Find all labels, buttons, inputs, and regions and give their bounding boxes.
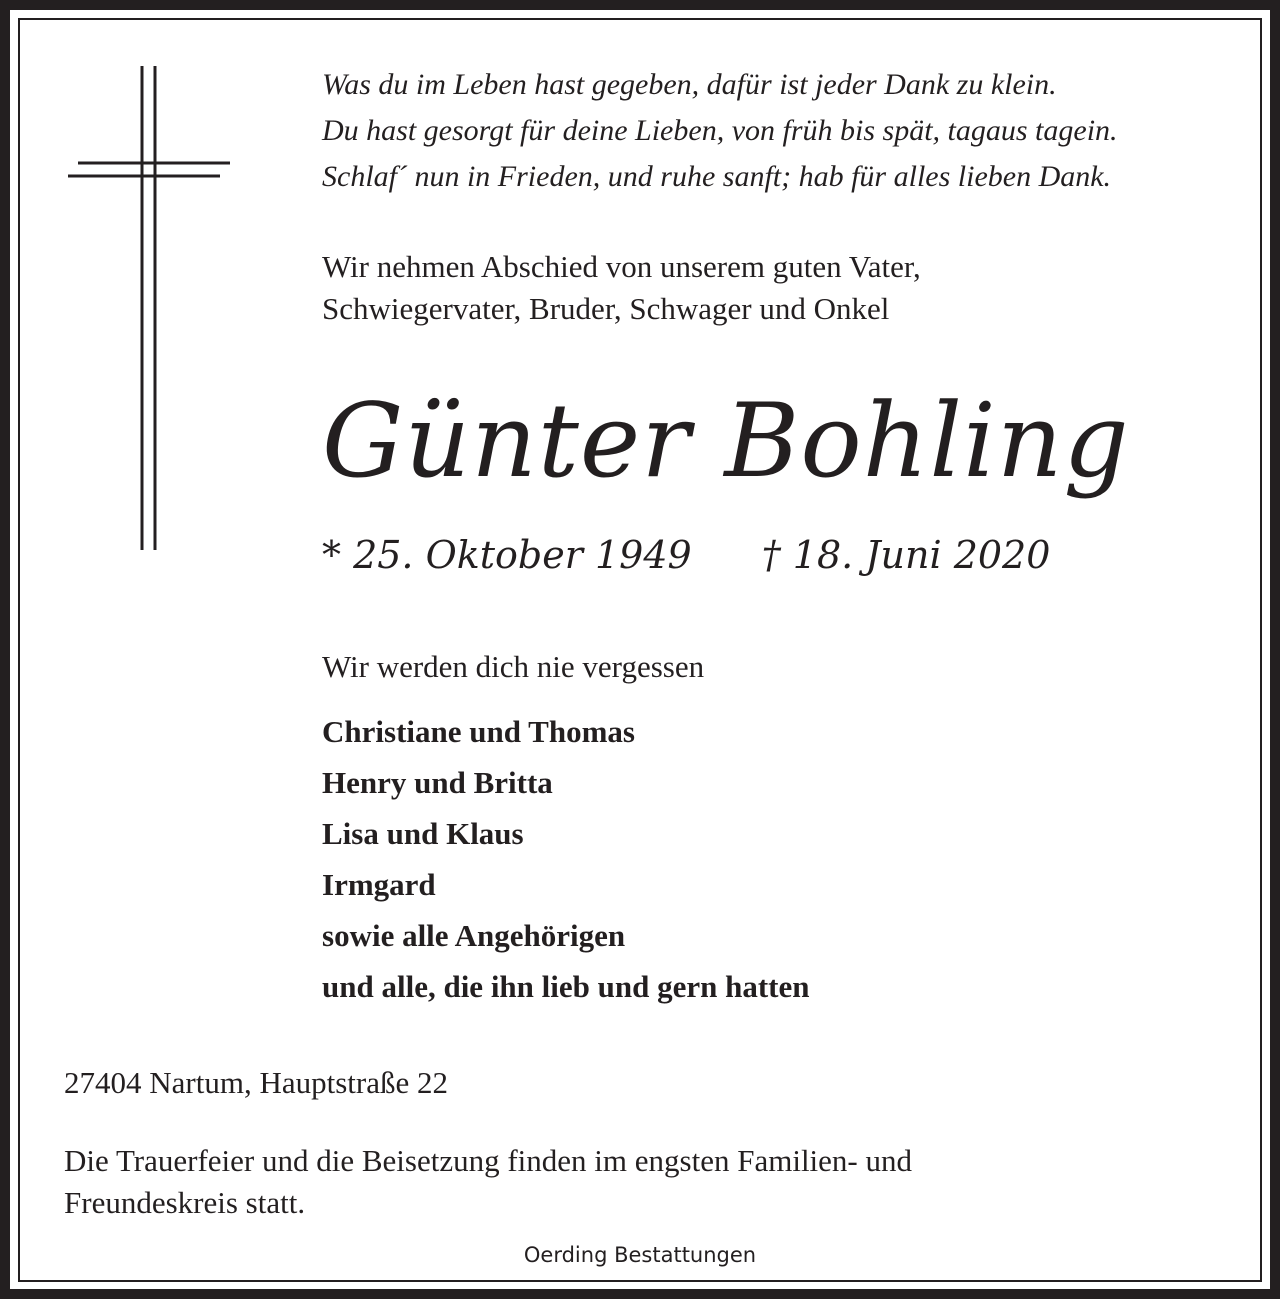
farewell-intro bbox=[322, 246, 921, 330]
deceased-name: Günter Bohling bbox=[322, 382, 1130, 501]
intro-line: Schwiegervater, Bruder, Schwager und Onkel bbox=[322, 291, 890, 326]
mourner-entry: und alle, die ihn lieb und gern hatten bbox=[322, 969, 810, 1004]
poem-line: Schlaf´ nun in Frieden, und ruhe sanft; hab für alles lieben Dank. bbox=[322, 160, 1112, 193]
life-dates bbox=[322, 530, 1050, 580]
family-address: 27404 Nartum, Hauptstraße 22 bbox=[64, 1065, 448, 1100]
poem-line: Du hast gesorgt für deine Lieben, von früh bis spät, tagaus tagein. bbox=[322, 114, 1118, 147]
mourner-entry: sowie alle Angehörigen bbox=[322, 918, 626, 953]
mourner-entry: Christiane und Thomas bbox=[322, 714, 635, 749]
mourners-list bbox=[322, 706, 810, 1012]
funeral-notice bbox=[64, 1140, 912, 1224]
mourner-entry: Lisa und Klaus bbox=[322, 816, 524, 851]
undertaker-credit: Oerding Bestattungen bbox=[523, 1243, 757, 1267]
poem-line: Was du im Leben hast gegeben, dafür ist jeder Dank zu klein. bbox=[322, 68, 1057, 101]
remembrance-line: Wir werden dich nie vergessen bbox=[322, 649, 705, 684]
mourner-entry: Henry und Britta bbox=[322, 765, 553, 800]
death-date: † 18. Juni 2020 bbox=[761, 533, 1051, 577]
notice-line: Freundeskreis statt. bbox=[64, 1185, 306, 1220]
cross-icon bbox=[60, 60, 240, 560]
birth-date: * 25. Oktober 1949 bbox=[322, 533, 692, 577]
intro-line: Wir nehmen Abschied von unserem guten Vater, bbox=[322, 249, 921, 284]
mourner-entry: Irmgard bbox=[322, 867, 436, 902]
poem bbox=[322, 62, 1118, 200]
notice-line: Die Trauerfeier und die Beisetzung finden im engsten Familien- und bbox=[64, 1143, 913, 1178]
